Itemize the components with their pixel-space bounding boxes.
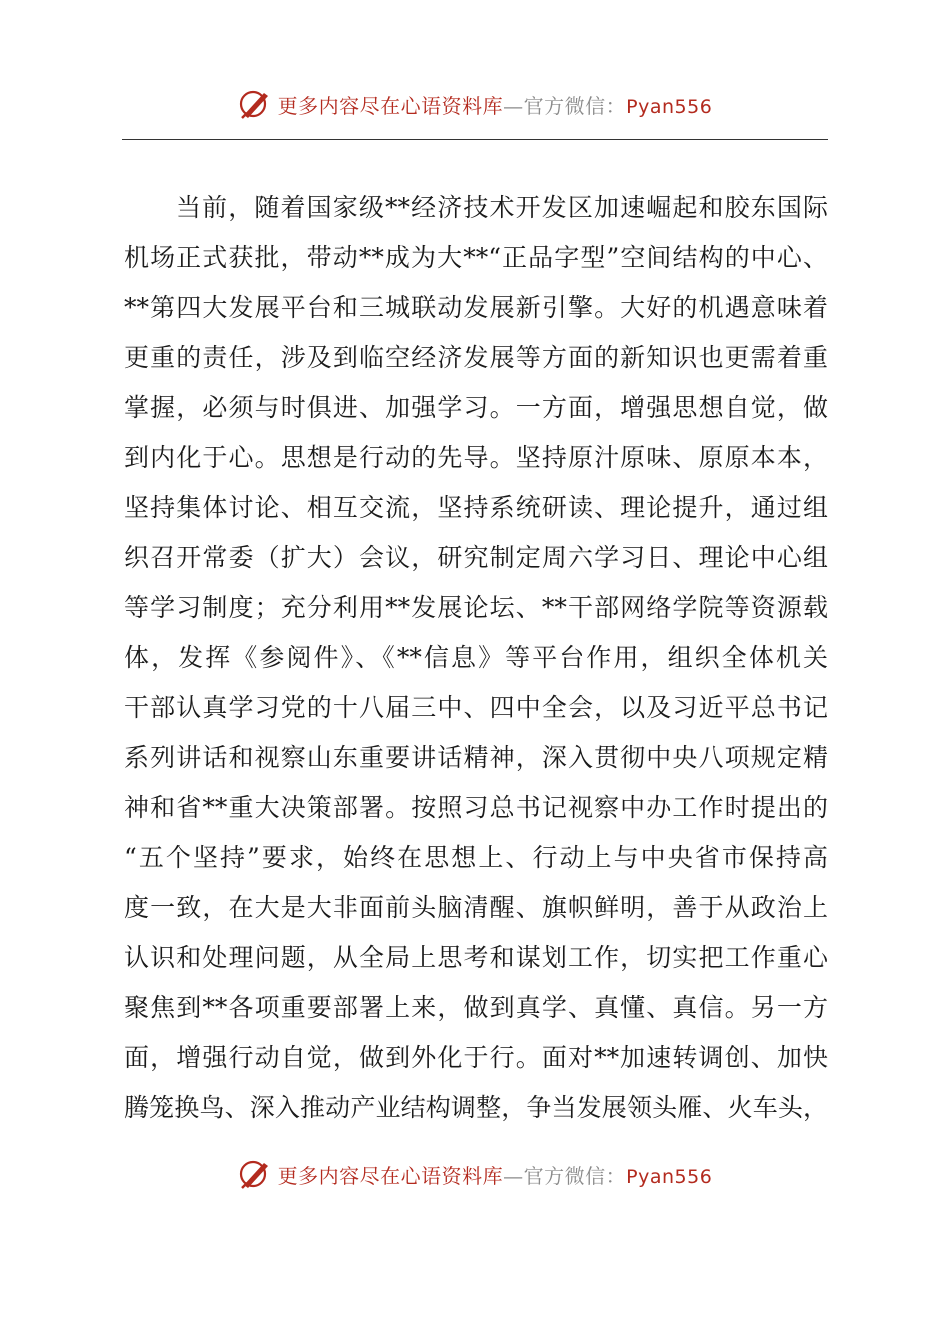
paragraph-line: 织召开常委（扩大）会议，研究制定周六学习日、理论中心组 [124, 543, 828, 572]
paragraph-line: 更重的责任，涉及到临空经济发展等方面的新知识也更需着重 [124, 343, 828, 372]
header-banner [0, 82, 950, 126]
document-body [124, 183, 828, 1133]
paragraph-line: 聚焦到**各项重要部署上来，做到真学、真懂、真信。另一方 [124, 993, 828, 1022]
footer-banner [0, 1152, 950, 1196]
paragraph-line: 度一致，在大是大非面前头脑清醒、旗帜鲜明，善于从政治上 [124, 893, 828, 922]
wechat-label: 官方微信： [523, 93, 627, 118]
wechat-id: Pyan556 [626, 1165, 713, 1188]
paragraph-line: 系列讲话和视察山东重要讲话精神，深入贯彻中央八项规定精 [124, 743, 828, 772]
wechat-label: 官方微信： [523, 1163, 627, 1188]
separator: — [503, 93, 524, 118]
separator: — [503, 1163, 524, 1188]
paragraph-line: 当前，随着国家级**经济技术开发区加速崛起和胶东国际 [176, 193, 828, 222]
paragraph-line: 干部认真学习党的十八届三中、四中全会，以及习近平总书记 [124, 693, 828, 722]
paragraph-line: 面，增强行动自觉，做到外化于行。面对**加速转调创、加快 [124, 1043, 828, 1072]
paragraph-line: 坚持集体讨论、相互交流，坚持系统研读、理论提升，通过组 [124, 493, 828, 522]
pen-logo-icon [238, 1157, 272, 1191]
header-divider [122, 139, 828, 140]
paragraph-line: 神和省**重大决策部署。按照习总书记视察中办工作时提出的 [124, 793, 828, 822]
footer-banner-text [278, 1160, 713, 1189]
site-name: 更多内容尽在心语资料库 [277, 93, 504, 118]
paragraph-line: 腾笼换鸟、深入推动产业结构调整，争当发展领头雁、火车头， [124, 1093, 828, 1122]
pen-logo-icon [238, 87, 272, 121]
paragraph-line: 掌握，必须与时俱进、加强学习。一方面，增强思想自觉，做 [124, 393, 828, 422]
site-name: 更多内容尽在心语资料库 [277, 1163, 504, 1188]
wechat-id: Pyan556 [626, 95, 713, 118]
paragraph-line: “五个坚持”要求，始终在思想上、行动上与中央省市保持高 [124, 843, 828, 872]
paragraph-line: 等学习制度；充分利用**发展论坛、**干部网络学院等资源载 [124, 593, 828, 622]
paragraph-line: 机场正式获批，带动**成为大**“正品字型”空间结构的中心、 [124, 243, 828, 272]
paragraph-line: 认识和处理问题，从全局上思考和谋划工作，切实把工作重心 [124, 943, 828, 972]
header-banner-text [278, 90, 713, 119]
paragraph-line: 到内化于心。思想是行动的先导。坚持原汁原味、原原本本， [124, 443, 828, 472]
paragraph-line: 体，发挥《参阅件》、《**信息》等平台作用，组织全体机关 [124, 643, 828, 672]
paragraph-line: **第四大发展平台和三城联动发展新引擎。大好的机遇意味着 [124, 293, 828, 322]
